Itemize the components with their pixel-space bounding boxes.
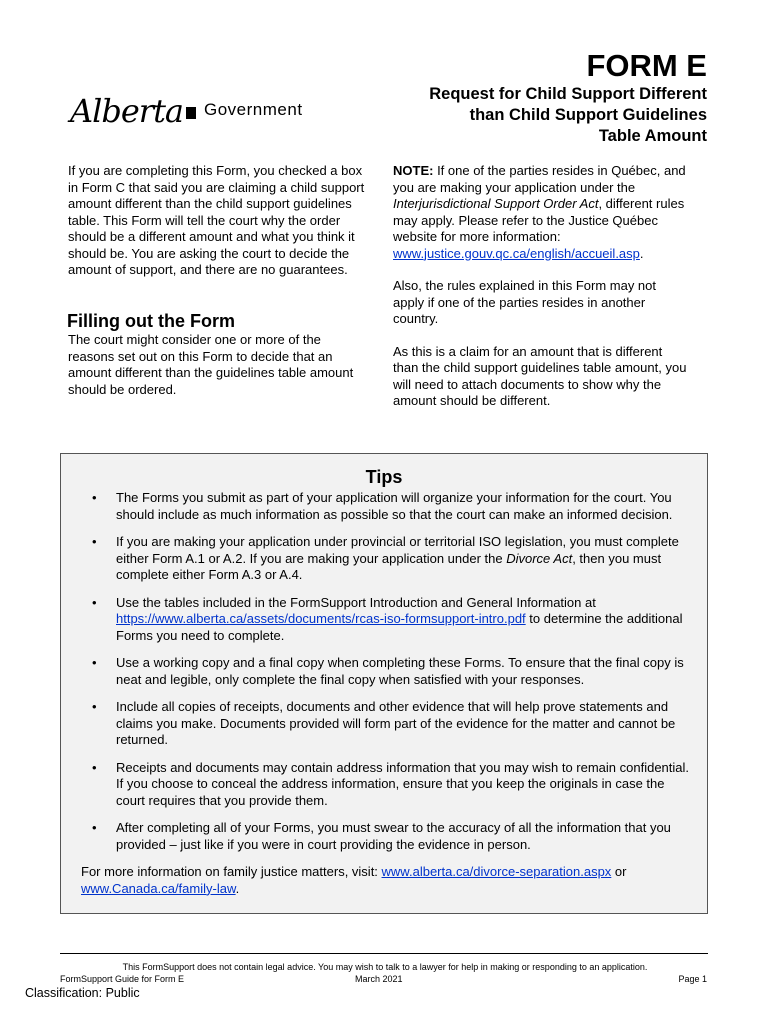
tip-item: • After completing all of your Forms, you must swear to the accuracy of all the information that you provided – just like if you were in court providing the evidence in person.: [97, 820, 693, 853]
footer-divider: [60, 953, 708, 954]
more-text: .: [235, 880, 240, 896]
subtitle-line: Table Amount: [598, 127, 707, 145]
logo-mark-icon: [186, 107, 196, 119]
footer-page-number: Page 1: [678, 974, 707, 984]
tip-item: • The Forms you submit as part of your application will organize your information for the court. You should include as much information as possible so that the court can make an informed decision.: [97, 490, 693, 523]
intro-paragraph: If you are completing this Form, you checked a box in Form C that said you are claiming a child support amount different than the child support guidelines table. This Form will tell the court why the order should be a different amount and what you think it should be. You are asking the court to decide the amount of support, and there are no guarantees.: [68, 163, 365, 277]
tip-item: • Receipts and documents may contain address information that you may wish to remain confidential. If you choose to conceal the address information, ensure that you keep the originals in case the court requires that you provide them.: [97, 760, 693, 810]
tips-heading: Tips: [365, 467, 403, 487]
other-country-note: Also, the rules explained in this Form may not apply if one of the parties resides in another country.: [393, 278, 657, 326]
logo-wordmark: Alberta: [70, 92, 183, 130]
divorce-act: Divorce Act: [506, 550, 573, 566]
divorce-separation-link[interactable]: www.alberta.ca/divorce-separation.aspx: [381, 864, 612, 879]
form-subtitle: [377, 84, 707, 147]
logo-government-text: Government: [204, 100, 303, 119]
notes-column: [393, 163, 688, 426]
tip-item: • Use a working copy and a final copy when completing these Forms. To ensure that the final copy is neat and legible, only complete the final copy when satisfied with your responses.: [97, 655, 693, 688]
more-text: For more information on family justice matters, visit:: [81, 864, 382, 879]
more-text: or: [611, 864, 627, 879]
classification-label: Classification: Public: [25, 986, 140, 1000]
note-text: If one of the parties resides in Québec, and you are making your application under the: [393, 163, 686, 195]
filling-out-paragraph: The court might consider one or more of the reasons set out on this Form to decide that an amount different than the guidelines table amount should be ordered.: [68, 332, 354, 397]
tip-text: , then you must complete either Form A.3 or A.4.: [116, 550, 662, 582]
more-information: [81, 864, 691, 897]
tip-item: [97, 534, 693, 584]
tips-list: [97, 490, 693, 864]
quebec-note: [393, 163, 688, 262]
tip-item: [97, 595, 693, 645]
note-text: , different rules may apply. Please refer to the Justice Québec website for more information:: [393, 196, 685, 244]
attach-documents-note: As this is a claim for an amount that is different than the child support guidelines table amount, you will need to attach documents to show why the amount should be different.: [393, 343, 687, 408]
footer-disclaimer: This FormSupport does not contain legal advice. You may wish to talk to a lawyer for help in making or responding to an application.: [122, 962, 648, 972]
note-end: .: [639, 245, 644, 261]
formsupport-intro-link[interactable]: https://www.alberta.ca/assets/documents/rcas-iso-formsupport-intro.pdf: [116, 611, 526, 626]
note-act: Interjurisdictional Support Order Act: [393, 196, 599, 211]
footer-guide-name: FormSupport Guide for Form E: [60, 974, 185, 984]
subtitle-line: than Child Support Guidelines: [469, 106, 707, 124]
subtitle-line: Request for Child Support Different: [429, 85, 707, 103]
tip-text: to determine the additional Forms you need to complete.: [116, 611, 683, 643]
alberta-government-logo: [70, 94, 303, 128]
tip-text: Use the tables included in the FormSupport Introduction and General Information at: [116, 594, 596, 610]
canada-family-law-link[interactable]: www.Canada.ca/family-law: [81, 880, 236, 896]
tip-item: • Include all copies of receipts, documents and other evidence that will help prove statements and claims you make. Documents provided will form part of the evidence for the matter and cannot be returned.: [97, 699, 693, 749]
filling-out-heading: Filling out the Form: [67, 311, 235, 331]
tip-text: If you are making your application under provincial or territorial ISO legislation, you must complete either Form A.1 or A.2. If you are making your application under the: [116, 534, 679, 566]
form-title: FORM E: [586, 48, 707, 83]
tips-box: [60, 453, 708, 914]
footer-date: March 2021: [355, 974, 403, 984]
note-label: NOTE:: [393, 163, 434, 178]
justice-quebec-link[interactable]: www.justice.gouv.qc.ca/english/accueil.asp: [393, 245, 640, 261]
